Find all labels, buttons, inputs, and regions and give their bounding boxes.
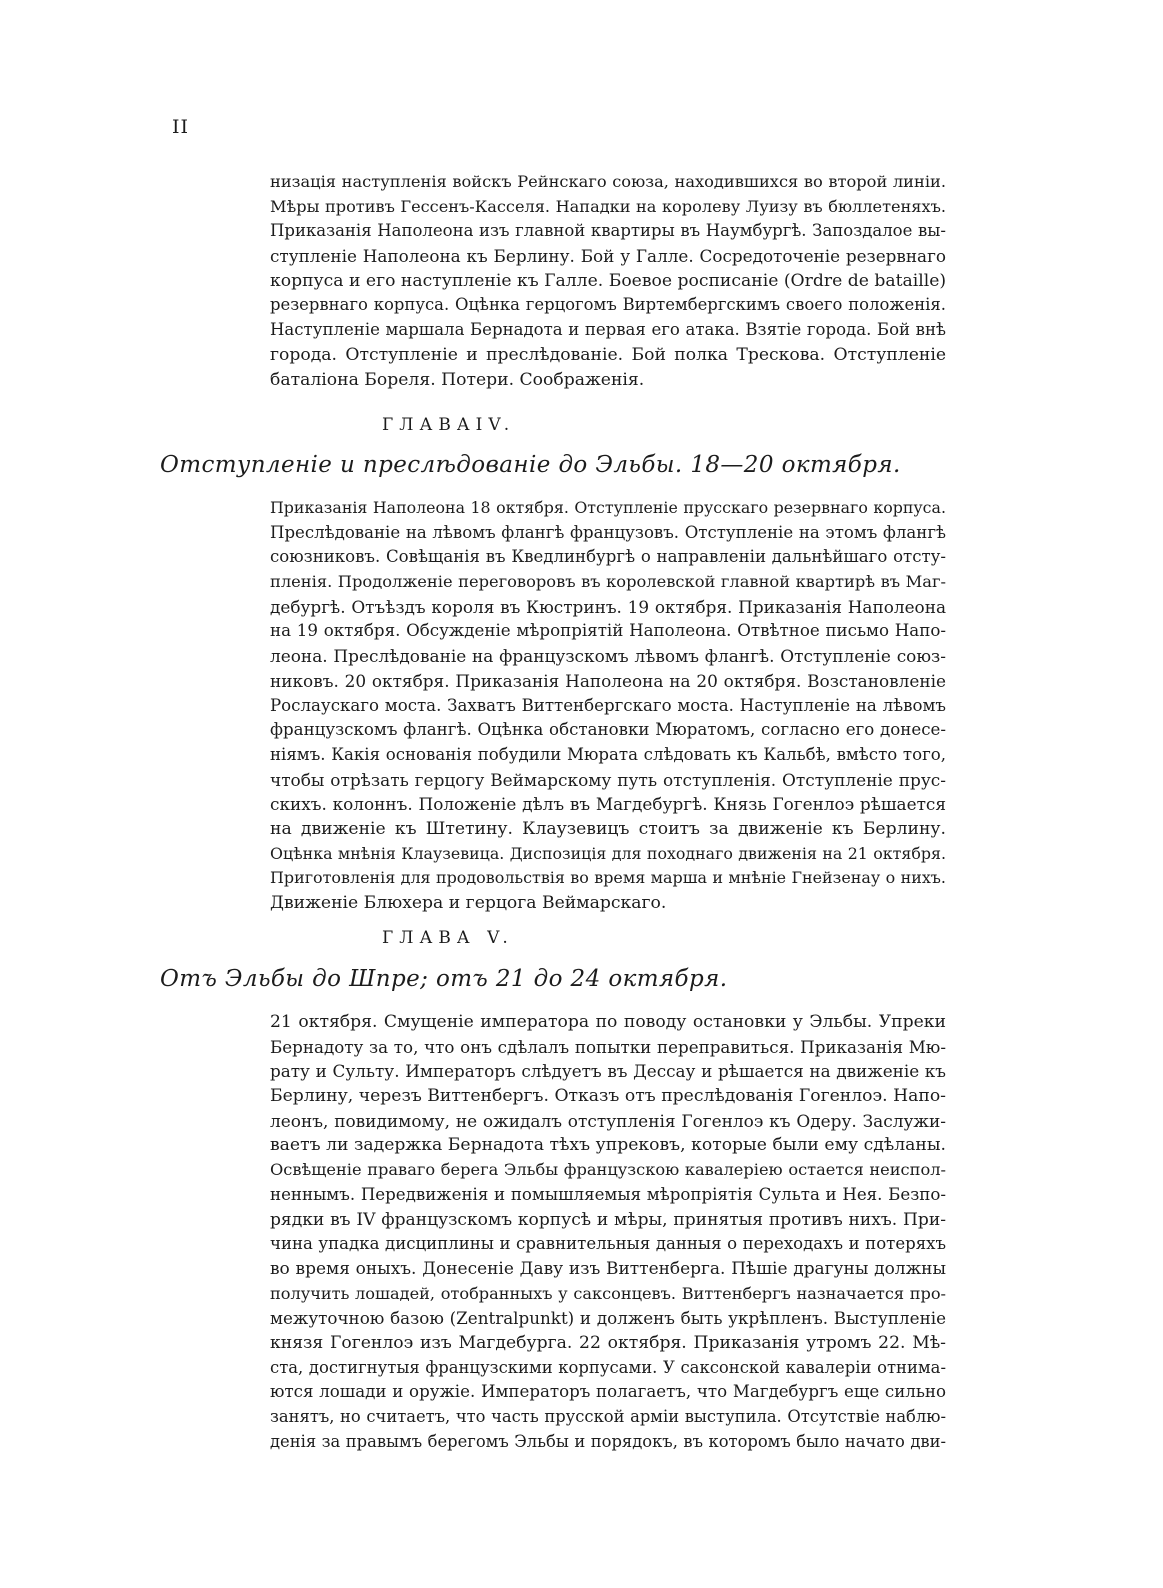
summary-line: рату и Сульту. Императоръ слѣдуетъ въ Дессау и рѣшается на движеніе къ xyxy=(270,1061,946,1082)
summary-line: занятъ, но считаетъ, что часть прусской арміи выступила. Отсутствіе наблю- xyxy=(270,1407,946,1426)
summary-line: рядки въ IV французскомъ корпусѣ и мѣры, принятыя противъ нихъ. При- xyxy=(270,1209,946,1230)
summary-line: князя Гогенлоэ изъ Магдебурга. 22 октября. Приказанія утромъ 22. Мѣ- xyxy=(270,1332,946,1353)
summary-line: Преслѣдованіе на лѣвомъ флангѣ французовъ. Отступленіе на этомъ флангѣ xyxy=(270,522,946,542)
summary-line: ста, достигнутыя французскими корпусами. У саксонской кавалеріи отнима- xyxy=(270,1357,946,1377)
summary-line: Приготовленія для продовольствія во время марша и мнѣніе Гнейзенау о нихъ. xyxy=(270,868,946,888)
chapter4-title: Отступленіе и преслѣдованіе до Эльбы. 18—20 октября. xyxy=(160,452,901,478)
summary-line: Приказанія Наполеона 18 октября. Отступленіе прусскаго резервнаго корпуса. xyxy=(270,498,946,517)
summary-line: Бернадоту за то, что онъ сдѣлалъ попытки переправиться. Приказанія Мю- xyxy=(270,1036,946,1057)
summary-line: 21 октября. Смущеніе императора по поводу остановки у Эльбы. Упреки xyxy=(270,1012,946,1032)
summary-line: ніямъ. Какія основанія побудили Мюрата слѣдовать къ Кальбѣ, вмѣсто того, xyxy=(270,744,946,764)
summary-line: дебургѣ. Отъѣздъ короля въ Кюстринъ. 19 октября. Приказанія Наполеона xyxy=(270,596,946,617)
chapter4-summary xyxy=(270,496,946,916)
summary-line: Наступленіе маршала Бернадота и первая его атака. Взятіе города. Бой внѣ xyxy=(270,320,946,340)
chapter5-title: Отъ Эльбы до Шпре; отъ 21 до 24 октября. xyxy=(160,966,728,992)
summary-line: леонъ, повидимому, не ожидалъ отступленія Гогенлоэ къ Одеру. Заслужи- xyxy=(270,1110,946,1131)
summary-line: ваетъ ли задержка Бернадота тѣхъ упрековъ, которые были ему сдѣланы. xyxy=(270,1135,946,1156)
summary-line: города. Отступленіе и преслѣдованіе. Бой полка Трескова. Отступленіе xyxy=(270,344,946,365)
summary-line: низація наступленія войскъ Рейнскаго союза, находившихся во второй линіи. xyxy=(270,172,946,191)
summary-line: союзниковъ. Совѣщанія въ Кведлинбургѣ о направленіи дальнѣйшаго отсту- xyxy=(270,547,946,567)
summary-line: Берлину, черезъ Виттенбергъ. Отказъ отъ преслѣдованія Гогенлоэ. Напо- xyxy=(270,1086,946,1107)
summary-line: ются лошади и оружіе. Императоръ полагаетъ, что Магдебургъ еще сильно xyxy=(270,1382,946,1402)
summary-line: скихъ. колоннъ. Положеніе дѣлъ въ Магдебургѣ. Князь Гогенлоэ рѣшается xyxy=(270,794,946,815)
summary-line: Приказанія Наполеона изъ главной квартиры въ Наумбургѣ. Запоздалое вы- xyxy=(270,221,946,241)
summary-line: на движеніе къ Штетину. Клаузевицъ стоитъ за движеніе къ Берлину. xyxy=(270,818,946,839)
summary-line: Оцѣнка мнѣнія Клаузевица. Диспозиція для походнаго движенія на 21 октября. xyxy=(270,843,946,863)
summary-line: чтобы отрѣзать герцогу Веймарскому путь отступленія. Отступленіе прус- xyxy=(270,769,946,790)
summary-line: леона. Преслѣдованіе на французскомъ лѣвомъ флангѣ. Отступленіе союз- xyxy=(270,646,946,667)
summary-line: Движеніе Блюхера и герцога Веймарскаго. xyxy=(270,893,667,913)
summary-line: неннымъ. Передвиженія и помышляемыя мѣропріятія Сульта и Нея. Безпо- xyxy=(270,1184,946,1204)
summary-line: Освѣщеніе праваго берега Эльбы французскою кавалеріею остается неиспол- xyxy=(270,1160,946,1180)
summary-line: ступленіе Наполеона къ Берлину. Бой у Галле. Сосредоточеніе резервнаго xyxy=(270,246,946,267)
summary-line: чина упадка дисциплины и сравнительныя данныя о переходахъ и потеряхъ xyxy=(270,1234,946,1254)
page-number: II xyxy=(172,116,190,138)
summary-line: Мѣры противъ Гессенъ-Касселя. Нападки на королеву Луизу въ бюллетеняхъ. xyxy=(270,196,946,216)
chapter3-summary xyxy=(270,170,946,392)
summary-line: баталіона Бореля. Потери. Соображенія. xyxy=(270,369,645,390)
summary-line: получить лошадей, отобранныхъ у саксонцевъ. Виттенбергъ назначается про- xyxy=(270,1283,946,1303)
chapter5-heading: ГЛАВА V. xyxy=(382,928,514,948)
summary-line: пленія. Продолженіе переговоровъ въ королевской главной квартирѣ въ Маг- xyxy=(270,572,946,592)
summary-line: резервнаго корпуса. Оцѣнка герцогомъ Виртембергскимъ своего положенія. xyxy=(270,295,946,315)
chapter5-summary xyxy=(270,1010,946,1454)
summary-line: французскомъ флангѣ. Оцѣнка обстановки Мюратомъ, согласно его донесе- xyxy=(270,720,946,740)
summary-line: во время оныхъ. Донесеніе Даву изъ Виттенберга. Пѣшіе драгуны должны xyxy=(270,1258,946,1279)
summary-line: корпуса и его наступленіе къ Галле. Боевое росписаніе (Ordre de bataille) xyxy=(270,270,947,291)
summary-line: никовъ. 20 октября. Приказанія Наполеона на 20 октября. Возстановленіе xyxy=(270,670,946,691)
chapter4-heading: ГЛАВАIV. xyxy=(382,415,516,435)
summary-line: межуточною базою (Zentralpunkt) и долженъ быть укрѣпленъ. Выступленіе xyxy=(270,1308,946,1329)
summary-line: денія за правымъ берегомъ Эльбы и порядокъ, въ которомъ было начато дви- xyxy=(270,1431,946,1451)
summary-line: Рослаускаго моста. Захватъ Виттенбергскаго моста. Наступленіе на лѣвомъ xyxy=(270,695,946,715)
summary-line: на 19 октября. Обсужденіе мѣропріятій Наполеона. Отвѣтное письмо Напо- xyxy=(270,621,946,641)
